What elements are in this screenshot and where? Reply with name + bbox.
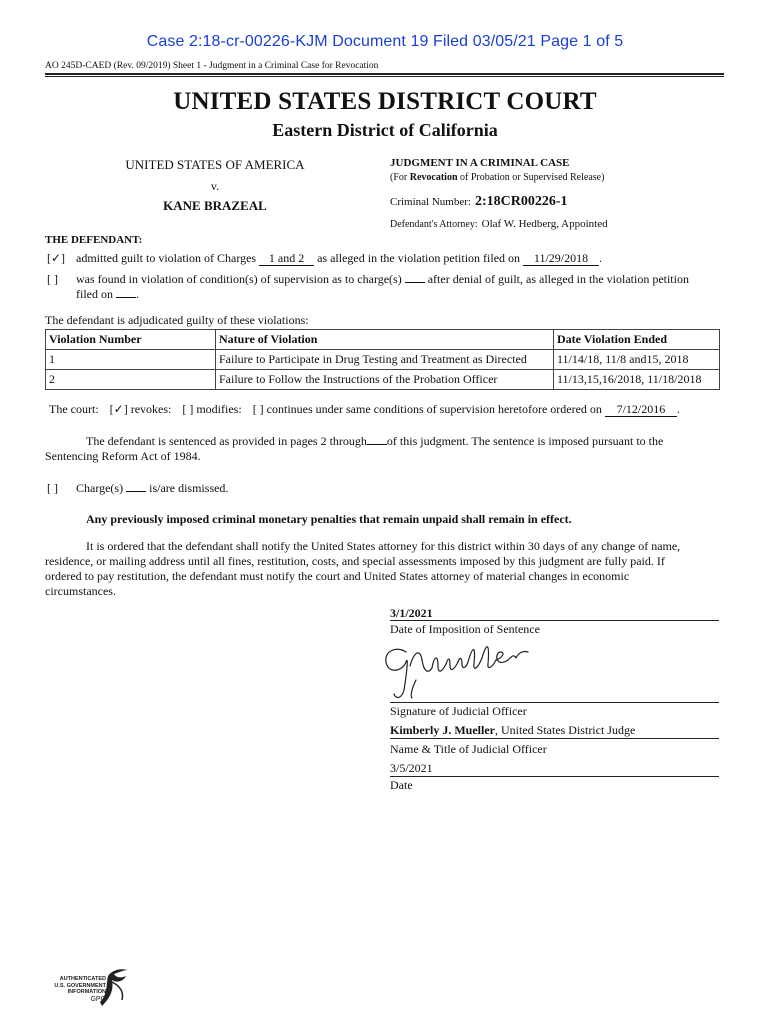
signature-label: Signature of Judicial Officer	[390, 704, 527, 718]
pages-blank	[367, 434, 387, 445]
found-checkbox: [ ]	[47, 272, 58, 286]
judgment-subtitle: (For Revocation of Probation or Supervised Release)	[390, 172, 605, 183]
judge-name-rule	[390, 738, 719, 739]
sentence-line-1: The defendant is sentenced as provided in pages 2 through of this judgment. The sentence is imposed pursuant to the	[86, 434, 664, 448]
plaintiff: UNITED STATES OF AMERICA	[125, 157, 305, 172]
criminal-number: 2:18CR00226-1	[474, 194, 568, 209]
found-line-2: filed on .	[76, 287, 139, 301]
judge-signature	[376, 638, 546, 700]
form-id: AO 245D-CAED (Rev. 09/2019) Sheet 1 - Judgment in a Criminal Case for Revocation	[45, 61, 379, 71]
signed-date: 3/5/2021	[390, 761, 433, 775]
attorney-name: Olaf W. Hedberg, Appointed	[481, 218, 608, 230]
signature-rule	[390, 702, 719, 703]
violations-table	[45, 329, 720, 390]
case-header: Case 2:18-cr-00226-KJM Document 19 Filed 03/05/21 Page 1 of 5	[146, 33, 624, 50]
dismissed-checkbox: [ ]	[47, 481, 58, 495]
gpo-line-2: U.S. GOVERNMENT	[54, 982, 106, 989]
attorney-row	[390, 214, 608, 232]
date-label: Date	[390, 778, 413, 792]
sentence-line-2: Sentencing Reform Act of 1984.	[45, 449, 201, 463]
judgment-title: JUDGMENT IN A CRIMINAL CASE	[390, 157, 570, 169]
order-line-4: circumstances.	[45, 584, 116, 598]
violations-intro: The defendant is adjudicated guilty of these violations:	[45, 313, 309, 327]
court-title: UNITED STATES DISTRICT COURT	[173, 88, 597, 115]
admitted-line: admitted guilt to violation of Charges 1 and 2 as alleged in the violation petition filed on 11/29/2018 .	[76, 251, 603, 265]
versus: v.	[210, 179, 220, 193]
header-nature: Nature of Violation	[216, 330, 554, 350]
imposition-label: Date of Imposition of Sentence	[390, 622, 540, 636]
violation-date: 11/14/18, 11/8 and15, 2018	[554, 350, 720, 370]
criminal-number-row	[390, 192, 568, 210]
found-line: was found in violation of condition(s) of supervision as to charge(s) after denial of guilt, as alleged in the violation petition	[76, 272, 689, 286]
order-line-2: residence, or mailing address until all fines, restitution, costs, and special assessments imposed by this judgment are fully paid. If	[45, 554, 665, 568]
signed-date-rule	[390, 776, 719, 777]
defendant-name: KANE BRAZEAL	[163, 198, 267, 213]
header-rule	[45, 73, 724, 75]
modifies-checkbox: [ ] modifies:	[182, 402, 242, 416]
gpo-line-1: AUTHENTICATED	[59, 976, 106, 982]
table-row	[46, 370, 720, 390]
violation-nature: Failure to Follow the Instructions of the Probation Officer	[216, 370, 554, 390]
dismissed-blank	[126, 481, 146, 492]
court-action-line: The court: [✓] revokes: [ ] modifies: [ ] continues under same conditions of supervision heretofore ordered on 7/12/2016 .	[49, 402, 680, 416]
header-rule-thin	[45, 76, 724, 77]
attorney-label: Defendant's Attorney:	[390, 219, 478, 230]
court-district: Eastern District of California	[272, 120, 498, 140]
table-row	[46, 350, 720, 370]
petition-date: 11/29/2018	[523, 252, 599, 266]
found-charge-blank	[405, 272, 425, 283]
imposition-date: 3/1/2021	[390, 606, 433, 620]
found-date-blank	[116, 287, 136, 298]
revokes-checkbox: [✓] revokes:	[109, 402, 172, 416]
criminal-number-label: Criminal Number:	[390, 196, 471, 208]
header-violation-number: Violation Number	[46, 330, 216, 350]
violation-number: 1	[46, 350, 216, 370]
order-line-3: ordered to pay restitution, the defendant must notify the court and United States attorney of material changes in economic	[45, 569, 630, 583]
header-date-ended: Date Violation Ended	[554, 330, 720, 350]
gpo-line-4: GPO	[90, 995, 106, 1003]
gpo-line-3: INFORMATION	[67, 989, 106, 995]
name-title-label: Name & Title of Judicial Officer	[390, 742, 547, 756]
admitted-checkbox: [✓]	[47, 251, 66, 265]
table-header-row	[46, 330, 720, 350]
violation-nature: Failure to Participate in Drug Testing and Treatment as Directed	[216, 350, 554, 370]
dismissed-line: Charge(s) is/are dismissed.	[76, 481, 229, 495]
continues-date: 7/12/2016	[605, 403, 677, 417]
imposition-rule	[390, 620, 719, 621]
violation-number: 2	[46, 370, 216, 390]
continues-checkbox: [ ] continues under same conditions of supervision heretofore ordered on	[252, 402, 602, 416]
order-line-1: It is ordered that the defendant shall notify the United States attorney for this district within 30 days of any change of name,	[86, 539, 681, 553]
monetary-notice: Any previously imposed criminal monetary penalties that remain unpaid shall remain in effect.	[86, 512, 572, 526]
charges-value: 1 and 2	[259, 252, 314, 266]
judge-name: Kimberly J. Mueller	[390, 723, 495, 737]
judge-name-row	[390, 723, 635, 738]
defendant-heading: THE DEFENDANT:	[45, 234, 143, 246]
judge-title: , United States District Judge	[494, 723, 636, 737]
violation-date: 11/13,15,16/2018, 11/18/2018	[554, 370, 720, 390]
gpo-authentication-seal	[40, 968, 140, 1012]
